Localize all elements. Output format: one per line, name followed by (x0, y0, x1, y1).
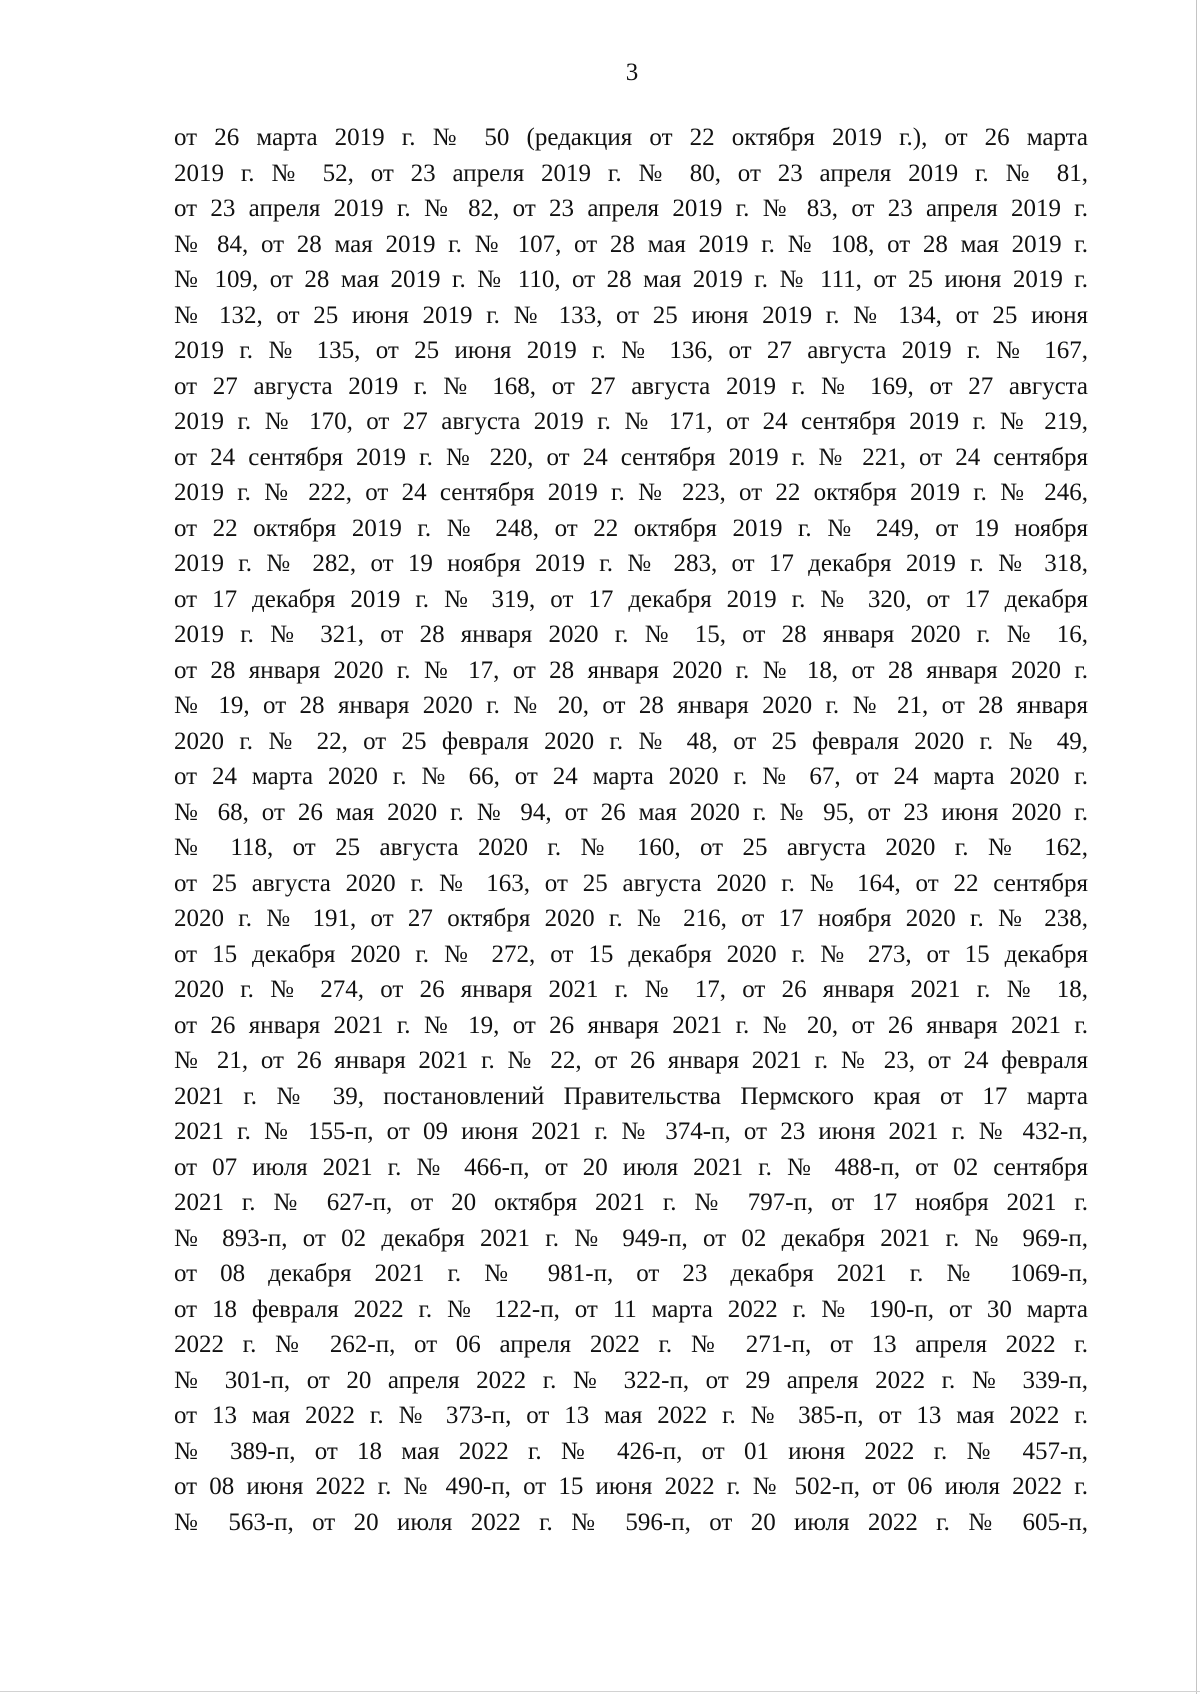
text-line: № 84, от 28 мая 2019 г. № 107, от 28 мая 2019 г. № 108, от 28 мая 2019 г. (174, 230, 1088, 258)
text-line: № 563-п, от 20 июля 2022 г. № 596-п, от 20 июля 2022 г. № 605-п, (174, 1508, 1088, 1536)
text-line: от 15 декабря 2020 г. № 272, от 15 декабря 2020 г. № 273, от 15 декабря (174, 940, 1088, 968)
text-line: от 25 августа 2020 г. № 163, от 25 августа 2020 г. № 164, от 22 сентября (174, 869, 1088, 897)
text-line: от 13 мая 2022 г. № 373-п, от 13 мая 2022 г. № 385-п, от 13 мая 2022 г. (174, 1402, 1088, 1429)
text-line: № 301-п, от 20 апреля 2022 г. № 322-п, от 29 апреля 2022 г. № 339-п, (174, 1366, 1088, 1394)
text-line: от 26 января 2021 г. № 19, от 26 января 2021 г. № 20, от 26 января 2021 г. (174, 1011, 1088, 1039)
text-line: от 26 марта 2019 г. № 50 (редакция от 22 октября 2019 г.), от 26 марта (174, 124, 1088, 151)
text-line: от 08 июня 2022 г. № 490-п, от 15 июня 2022 г. № 502-п, от 06 июля 2022 г. (174, 1473, 1088, 1500)
text-line: от 17 декабря 2019 г. № 319, от 17 декабря 2019 г. № 320, от 17 декабря (174, 585, 1088, 613)
text-line: от 27 августа 2019 г. № 168, от 27 августа 2019 г. № 169, от 27 августа (174, 372, 1088, 400)
text-line: 2019 г. № 321, от 28 января 2020 г. № 15, от 28 января 2020 г. № 16, (174, 621, 1088, 648)
text-line: 2021 г. № 627-п, от 20 октября 2021 г. № 797-п, от 17 ноября 2021 г. (174, 1189, 1088, 1216)
text-line: 2019 г. № 282, от 19 ноября 2019 г. № 283, от 17 декабря 2019 г. № 318, (174, 550, 1088, 577)
text-line: 2022 г. № 262-п, от 06 апреля 2022 г. № 271-п, от 13 апреля 2022 г. (174, 1331, 1088, 1358)
text-line: № 68, от 26 мая 2020 г. № 94, от 26 мая 2020 г. № 95, от 23 июня 2020 г. (174, 798, 1088, 826)
text-line: от 07 июля 2021 г. № 466-п, от 20 июля 2021 г. № 488-п, от 02 сентября (174, 1153, 1088, 1181)
text-line: 2019 г. № 135, от 25 июня 2019 г. № 136, от 27 августа 2019 г. № 167, (174, 337, 1088, 364)
text-line: от 28 января 2020 г. № 17, от 28 января 2020 г. № 18, от 28 января 2020 г. (174, 656, 1088, 684)
text-line: № 118, от 25 августа 2020 г. № 160, от 25 августа 2020 г. № 162, (174, 834, 1088, 861)
text-line: от 22 октября 2019 г. № 248, от 22 октября 2019 г. № 249, от 19 ноября (174, 514, 1088, 542)
text-line: № 109, от 28 мая 2019 г. № 110, от 28 мая 2019 г. № 111, от 25 июня 2019 г. (174, 266, 1088, 293)
text-line: от 24 сентября 2019 г. № 220, от 24 сентября 2019 г. № 221, от 24 сентября (174, 443, 1088, 471)
text-line: от 24 марта 2020 г. № 66, от 24 марта 2020 г. № 67, от 24 марта 2020 г. (174, 763, 1088, 790)
text-line: № 893-п, от 02 декабря 2021 г. № 949-п, от 02 декабря 2021 г. № 969-п, (174, 1224, 1088, 1252)
text-line: 2019 г. № 222, от 24 сентября 2019 г. № 223, от 22 октября 2019 г. № 246, (174, 479, 1088, 506)
scan-edge-bottom (0, 1691, 1200, 1692)
scan-edge-right (1196, 0, 1197, 1694)
text-line: № 389-п, от 18 мая 2022 г. № 426-п, от 01 июня 2022 г. № 457-п, (174, 1437, 1088, 1465)
text-line: 2021 г. № 155-п, от 09 июня 2021 г. № 374-п, от 23 июня 2021 г. № 432-п, (174, 1118, 1088, 1145)
text-line: 2019 г. № 52, от 23 апреля 2019 г. № 80, от 23 апреля 2019 г. № 81, (174, 159, 1088, 187)
text-line: 2020 г. № 191, от 27 октября 2020 г. № 216, от 17 ноября 2020 г. № 238, (174, 905, 1088, 932)
text-line: 2019 г. № 170, от 27 августа 2019 г. № 171, от 24 сентября 2019 г. № 219, (174, 408, 1088, 435)
text-line: от 08 декабря 2021 г. № 981-п, от 23 декабря 2021 г. № 1069-п, (174, 1260, 1088, 1287)
text-line: № 21, от 26 января 2021 г. № 22, от 26 января 2021 г. № 23, от 24 февраля (174, 1047, 1088, 1074)
text-line: от 23 апреля 2019 г. № 82, от 23 апреля 2019 г. № 83, от 23 апреля 2019 г. (174, 195, 1088, 222)
document-body-text (174, 120, 1088, 1540)
text-line: 2020 г. № 274, от 26 января 2021 г. № 17, от 26 января 2021 г. № 18, (174, 976, 1088, 1003)
text-line: от 18 февраля 2022 г. № 122-п, от 11 марта 2022 г. № 190-п, от 30 марта (174, 1295, 1088, 1323)
text-line: № 132, от 25 июня 2019 г. № 133, от 25 июня 2019 г. № 134, от 25 июня (174, 301, 1088, 329)
text-line: 2020 г. № 22, от 25 февраля 2020 г. № 48, от 25 февраля 2020 г. № 49, (174, 727, 1088, 755)
text-line: 2021 г. № 39, постановлений Правительства Пермского края от 17 марта (174, 1082, 1088, 1110)
text-line: № 19, от 28 января 2020 г. № 20, от 28 января 2020 г. № 21, от 28 января (174, 692, 1088, 719)
page-number: 3 (625, 59, 639, 86)
